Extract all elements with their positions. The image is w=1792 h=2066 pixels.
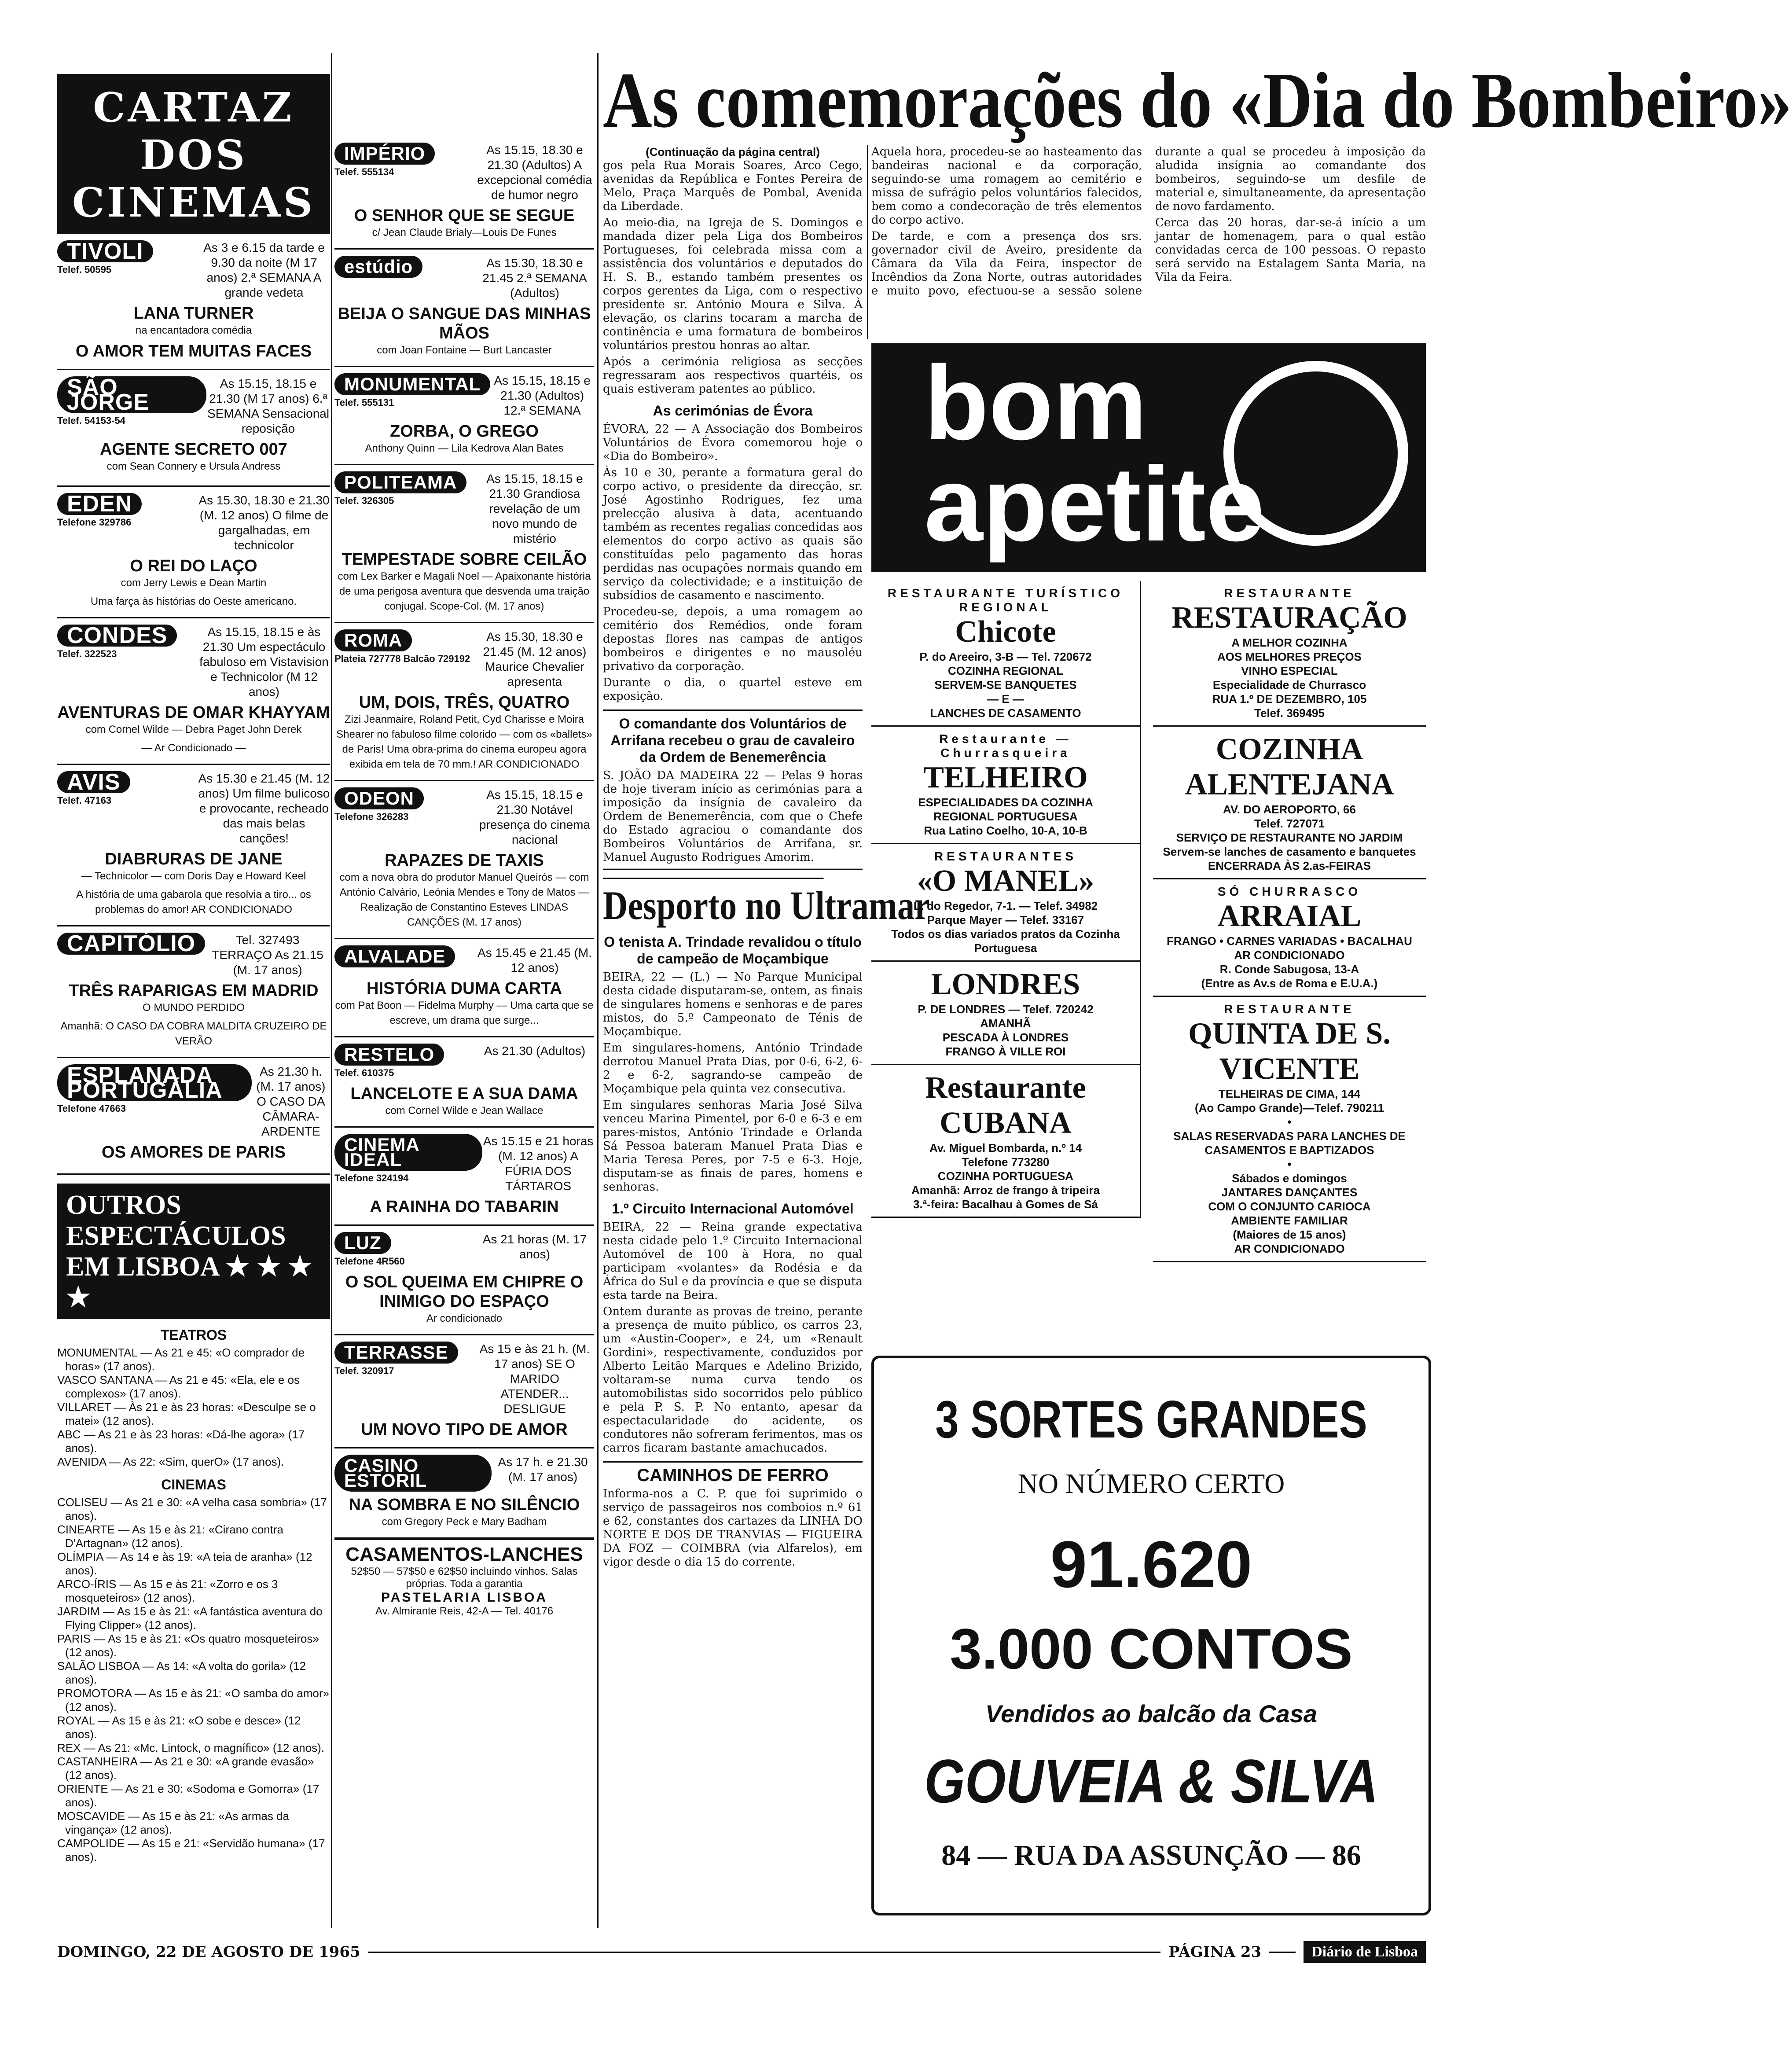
listing-item: CINEARTE — As 15 e às 21: «Cirano contra D'Artagnan» (12 anos). (57, 1523, 283, 1550)
cinema-times: As 15.15 e 21 horas (M. 12 anos) A FÚRIA DOS TÁRTAROS (483, 1134, 594, 1193)
ad-name: LONDRES (931, 967, 1080, 1001)
ad-line: • (1287, 1158, 1292, 1171)
ad-line: ENCERRADA ÀS 2.as-FEIRAS (1208, 859, 1371, 872)
restaurant-ad (871, 727, 1140, 844)
article-paragraph: Às 10 e 30, perante a formatura geral do corpo activo, o presidente da direcção, sr. José Agostinho Rodrigues, fez uma prelecção alusiva à data, acentuando também as recentes regalias concedidas aos elementos do corpo activo as quais são constituídas pelo pagamento das horas perdidas nas ocupações normais quando em serviço da colectividade; e a instituição de subsídios de casamento e nascimento. (603, 466, 863, 602)
desporto-title: Desporto no Ultramar (603, 878, 824, 927)
ad-line: SERVEM-SE BANQUETES (934, 678, 1077, 691)
ad-line: R. Conde Sabugosa, 13-A (1219, 963, 1359, 976)
cinema-logo (334, 945, 455, 967)
ad-name: COZINHA ALENTEJANA (1185, 732, 1394, 801)
cinema-column-left (57, 53, 330, 1864)
cinema-name: MONUMENTAL (334, 373, 490, 395)
cinema-tel: Telef. 50595 (57, 264, 112, 275)
bom-apetite-banner (871, 343, 1426, 572)
cinema-entry (334, 939, 594, 1037)
ad-line: TELHEIRAS DE CIMA, 144 (1218, 1087, 1361, 1100)
circuit-heading: 1.º Circuito Internacional Automóvel (612, 1201, 854, 1217)
lottery-sold: Vendidos ao balcão da Casa (985, 1700, 1318, 1728)
cinema-title: TRÊS RAPARIGAS EM MADRID (69, 982, 319, 1000)
listing-item: MOSCAVIDE — As 15 e às 21: «As armas da vingança» (12 anos). (57, 1809, 289, 1836)
ad-line: L. do Regedor, 7-1. — Telef. 34982 (913, 899, 1098, 912)
apetite-text: apetite (924, 445, 1265, 563)
ad-line: P. do Areeiro, 3-B — Tel. 720672 (919, 650, 1092, 663)
cinema-times: As 21.30 h. (M. 17 anos) O CASO DA CÂMARA-ARDENTE (256, 1065, 326, 1138)
restaurant-ad (1153, 727, 1426, 879)
teatros-list (57, 1346, 330, 1469)
cinema-logo (334, 471, 466, 508)
cinemas-list (57, 1496, 330, 1864)
listing-item: MONUMENTAL — As 21 e 45: «O comprador de horas» (17 anos). (57, 1346, 305, 1373)
casamentos-addr: Av. Almirante Reis, 42-A — Tel. 40176 (375, 1605, 554, 1617)
article-paragraph: De tarde, e com a presença dos srs. governador civil de Aveiro, presidente da Câmara da Vila da Feira, inspector de Incêndios da Zona Norte, outras autoridades e muito povo, efectuou-se a sessão solene durante a qual se procedeu à imposição da aludida insígnia ao comandante dos bombeiros, seguindo-se um desfile de material e, simultaneamente, da apresentação de novo fardamento. (871, 145, 1426, 298)
cinema-name: CONDES (57, 625, 177, 647)
cinema-tel: Telef. 555134 (334, 166, 394, 177)
cinema-sub: com Pat Boon — Fidelma Murphy — Uma carta que se escreve, um drama que surge... (335, 1000, 594, 1026)
cinema-times: As 15.15, 18.30 e 21.30 (Adultos) A excepcional comédia de humor negro (477, 143, 592, 202)
cinema-sub: c/ Jean Claude Brialy—Louis De Funes (372, 227, 557, 239)
column-rule (331, 53, 332, 1928)
cartaz-header: CARTAZ DOS CINEMAS (57, 74, 330, 234)
cinema-title: BEIJA O SANGUE DAS MINHAS MÃOS (338, 305, 591, 342)
cinema-times: As 21.30 (Adultos) (484, 1044, 586, 1058)
cinema-tel: Telefone 329786 (57, 517, 132, 528)
cinema-name: ESPLANADA PORTUGÁLIA (57, 1064, 252, 1101)
listing-item: JARDIM — As 15 e às 21: «A fantástica aventura do Flying Clipper» (12 anos). (57, 1605, 323, 1632)
cinema-entry (334, 781, 594, 939)
ad-line: P. DE LONDRES — Telef. 720242 (918, 1003, 1094, 1016)
cinema-sub: com a nova obra do produtor Manuel Queirós — com António Calvário, Leónia Mendes e Tony de Matos — Realização de Constantino Esteves LINDAS CANÇÕES (M. 17 anos) (339, 871, 589, 928)
cinema-tel: Telef. 54153-54 (57, 415, 125, 426)
restaurant-ad (871, 1065, 1140, 1218)
ad-line: FRANGO • CARNES VARIADAS • BACALHAU (1167, 934, 1412, 948)
cinema-logo (334, 787, 424, 824)
cinema-logo (334, 1455, 492, 1492)
ad-line: AR CONDICIONADO (1234, 948, 1345, 962)
ad-line: Amanhã: Arroz de frango à tripeira (911, 1184, 1100, 1197)
cinema-title: O SOL QUEIMA EM CHIPRE O INIMIGO DO ESPAÇO (345, 1273, 584, 1311)
cinema-name: CINEMA IDEAL (334, 1134, 482, 1171)
column-rule (597, 53, 599, 1928)
ad-line: AV. DO AEROPORTO, 66 (1223, 803, 1356, 816)
divider (603, 868, 863, 874)
cinema-title: AGENTE SECRETO 007 (100, 440, 287, 459)
cinema-title: O SENHOR QUE SE SEGUE (354, 206, 575, 225)
listing-item: ORIENTE — As 21 e 30: «Sodoma e Gomorra» (17 anos). (57, 1782, 319, 1809)
article-paragraph: Procedeu-se, depois, a uma romagem ao cemitério dos Remédios, onde foram depostas flores nas campas de antigos bombeiros e dirigentes e no mausoléu privativo da corporação. (603, 605, 863, 673)
ad-line: Sábados e domingos (1232, 1172, 1347, 1185)
cinema-times: As 15 e às 21 h. (M. 17 anos) SE O MARIDO ATENDER... DESLIGUE (479, 1342, 590, 1415)
ad-line: AR CONDICIONADO (1234, 1242, 1345, 1255)
ad-name: Chicote (955, 615, 1056, 649)
cinema-logo (334, 629, 470, 666)
cinema-sub: com Cornel Wilde e Jean Wallace (385, 1105, 543, 1117)
ad-line: COM O CONJUNTO CARIOCA (1208, 1200, 1371, 1213)
cinema-name: POLITEAMA (334, 471, 466, 493)
cinema-entry (57, 765, 330, 926)
cinema-times: As 15.15, 18.15 e 21.30 Notável presença do cinema nacional (479, 788, 591, 846)
cinema-name: LUZ (334, 1232, 391, 1254)
listing-item: REX — As 21: «Mc. Lintock, o magnífico» (12 anos). (57, 1741, 324, 1754)
cinema-entry (334, 1448, 594, 1539)
newspaper-page (57, 53, 1792, 2007)
cinema-entry (334, 1335, 594, 1448)
cinema-name: CAPITÓLIO (57, 933, 205, 955)
casamentos-name: PASTELARIA LISBOA (381, 1590, 547, 1605)
lottery-ad (871, 1356, 1431, 1915)
cinema-tel: Telef. 610375 (334, 1067, 394, 1078)
cinema-times: As 15.15, 18.15 e 21.30 (M 17 anos) 6.ª SEMANA Sensacional reposição (207, 377, 330, 435)
cinema-logo (57, 933, 205, 955)
cinema-name: SÃO JORGE (57, 376, 206, 413)
cinemas-heading: CINEMAS (161, 1477, 226, 1493)
footer-page: PÁGINA 23 (1168, 1943, 1262, 1961)
lottery-contos: 3.000 CONTOS (950, 1617, 1353, 1681)
cinema-times: Tel. 327493 TERRAÇO As 21.15 (M. 17 anos) (212, 933, 323, 977)
ad-line: ESPECIALIDADES DA COZINHA (918, 796, 1093, 809)
lottery-firm: GOUVEIA & SILVA (924, 1746, 1378, 1816)
cinema-name: ROMA (334, 629, 412, 651)
ad-line: • (1287, 1115, 1292, 1129)
cinema-name: estúdio (334, 256, 422, 278)
cinema-sub: Zizi Jeanmaire, Roland Petit, Cyd Charisse e Moira Shearer no fabuloso filme colorido — com os «ballets» de Paris! Uma obra-prima do cinema europeu agora exibida em tela de 70 mm.! AR CONDICIONADO (336, 713, 592, 770)
cinema-tel: Telefone 324194 (334, 1173, 409, 1184)
ad-line: RUA 1.º DE DEZEMBRO, 105 (1212, 692, 1367, 706)
cinema-logo (334, 1232, 405, 1269)
cinema-title: UM NOVO TIPO DE AMOR (361, 1420, 568, 1439)
cinema-times: As 21 horas (M. 17 anos) (482, 1232, 587, 1261)
ad-name: «O MANEL» (917, 864, 1094, 898)
cinema-name: TIVOLI (57, 240, 153, 262)
cinema-logo (57, 625, 177, 662)
cinema-name: IMPÉRIO (334, 143, 435, 165)
ad-line: (Entre as Av.s de Roma e E.U.A.) (1201, 977, 1378, 990)
restaurant-ad (871, 962, 1140, 1065)
ad-line: REGIONAL PORTUGUESA (933, 810, 1078, 823)
headline: As comemorações do «Dia do Bombeiro» (603, 56, 1792, 144)
cinema-title: TEMPESTADE SOBRE CEILÃO (342, 550, 587, 569)
ad-name: QUINTA DE S. VICENTE (1188, 1017, 1391, 1086)
column-rule (867, 145, 868, 339)
cinema-logo (334, 1044, 444, 1081)
cinema-times: As 15.30, 18.30 e 21.30 (M. 12 anos) O filme de gargalhadas, em technicolor (198, 493, 330, 552)
cinema-entry (57, 370, 330, 487)
lottery-line: NO NÚMERO CERTO (1017, 1468, 1285, 1499)
cinema-times: As 3 e 6.15 da tarde e 9.30 da noite (M 17 anos) 2.ª SEMANA A grande vedeta (203, 241, 325, 299)
ad-line: JANTARES DANÇANTES (1221, 1186, 1358, 1199)
article-column (603, 145, 930, 1572)
ad-tag: RESTAURANTE (1224, 586, 1355, 600)
cinema-entry (57, 487, 330, 618)
article-paragraph: gos pela Rua Morais Soares, Arco Cego, avenidas da República e Fontes Pereira de Melo, Praça Marquês de Pombal, Avenida da Liberdade. (603, 159, 863, 213)
cinema-title: AVENTURAS DE OMAR KHAYYAM (57, 703, 330, 722)
footer-masthead: Diário de Lisboa (1304, 1941, 1426, 1963)
article-paragraph: Cerca das 20 horas, dar-se-á início a um jantar de homenagem, para o qual estão convidadas cerca de 100 pessoas. O repasto será servido na Estalagem Santa Maria, na Vila da Feira. (1155, 216, 1426, 284)
cinema-entry (334, 136, 594, 250)
cinema-entry (57, 1058, 330, 1175)
cinema-logo (57, 493, 142, 530)
cinema-entry (57, 618, 330, 765)
ad-line: COZINHA REGIONAL (948, 664, 1063, 677)
cinema-extra: — Ar Condicionado — (141, 742, 246, 754)
cinema-sub: com Sean Connery e Ursula Andress (106, 460, 281, 472)
cinema-name: CASINO ESTORIL (334, 1455, 492, 1492)
ad-name: RESTAURAÇÃO (1171, 601, 1407, 635)
cinema-tel: Telefone 47663 (57, 1103, 126, 1114)
cinema-column-mid (334, 136, 594, 1618)
cinema-entry (57, 926, 330, 1058)
ad-line: PESCADA À LONDRES (942, 1031, 1069, 1044)
cinema-entry (334, 623, 594, 781)
cinema-title: UM, DOIS, TRÊS, QUATRO (359, 693, 570, 712)
cinema-entry (334, 250, 594, 367)
cinema-title: ZORBA, O GREGO (390, 422, 539, 441)
ad-line: AMANHÃ (980, 1017, 1031, 1030)
ad-line: SALAS RESERVADAS PARA LANCHES DE CASAMENTOS E BAPTIZADOS (1173, 1129, 1406, 1157)
article-paragraph: Ao meio-dia, na Igreja de S. Domingos e mandada dizer pela Liga dos Bombeiros Portugueses, foi celebrada missa com a assistência dos voluntários e deputados do H. S. B., estando também presentes os corpos gerentes da Liga, com o respectivo presidente sr. António Moura e Silva. À elevação, os clarins tocaram a marcha de continência e uma formatura de bombeiros voluntários prestou honras ao altar. (603, 216, 863, 352)
ads-right (1153, 581, 1426, 1262)
cinema-name: AVIS (57, 771, 130, 793)
cinema-tel: Telef. 320917 (334, 1365, 394, 1376)
cinema-logo (334, 1342, 458, 1379)
cinema-times: As 15.45 e 21.45 (M. 12 anos) (477, 946, 592, 974)
cinema-name: ALVALADE (334, 945, 455, 967)
article-paragraph: S. JOÃO DA MADEIRA 22 — Pelas 9 horas de hoje tiveram início as cerimónias para a imposição da insígnia de cavaleiro da Ordem de Benemerência, com que o Chefe do Estado agraciou o comandante dos Bombeiros Voluntários de Arrifana, sr. Manuel Augusto Rodrigues Amorim. (603, 769, 863, 864)
listing-item: ABC — As 21 e às 23 horas: «Dá-lhe agora» (17 anos). (57, 1428, 305, 1455)
teatros-heading: TEATROS (160, 1327, 227, 1343)
cinema-logo (334, 256, 422, 278)
listing-item: AVENIDA — As 22: «Sim, querO» (17 anos). (57, 1455, 284, 1468)
lottery-title: 3 SORTES GRANDES (935, 1390, 1367, 1449)
plate-icon (1223, 361, 1408, 546)
article-paragraph: Em singulares-homens, António Trindade derrotou Manuel Prata Dias, por 0-6, 6-2, 6-2 e 6-2, sagrando-se campeão de Moçambique pela quinta vez consecutiva. (603, 1041, 863, 1095)
ad-tag: RESTAURANTE (1224, 1002, 1355, 1016)
ad-name: ARRAIAL (1217, 899, 1362, 933)
cinema-logo (334, 143, 435, 180)
lottery-number: 91.620 (1050, 1527, 1252, 1601)
cinema-times: As 17 h. e 21.30 (M. 17 anos) (498, 1455, 588, 1484)
article-cont: (Continuação da página central) (646, 145, 820, 158)
ad-line: AOS MELHORES PREÇOS (1217, 650, 1362, 663)
cinema-extra: Amanhã: O CASO DA COBRA MALDITA CRUZEIRO DE VERÃO (60, 1020, 327, 1047)
ad-line: Telef. 369495 (1254, 706, 1325, 720)
cinema-title: LANA TURNER (133, 304, 254, 323)
restaurant-ad (871, 581, 1140, 727)
listing-item: CAMPOLIDE — As 15 e 21: «Servidão humana» (17 anos). (57, 1837, 325, 1864)
cinema-entry (334, 465, 594, 623)
ad-tag: RESTAURANTES (934, 849, 1077, 863)
footer-rule (368, 1952, 1161, 1953)
cinema-entry (334, 1037, 594, 1128)
listing-item: PROMOTORA — As 15 e às 21: «O samba do amor» (12 anos). (57, 1687, 330, 1713)
cinema-title: A RAINHA DO TABARIN (370, 1198, 559, 1216)
listing-item: VILLARET — Às 21 e às 23 horas: «Desculpe se o matei» (12 anos). (57, 1401, 316, 1427)
article-paragraph: ÉVORA, 22 — A Associação dos Bombeiros Voluntários de Évora comemorou hoje o «Dia do Bombeiro». (603, 423, 863, 463)
cinema-title: RAPAZES DE TAXIS (385, 851, 544, 870)
listing-item: PARIS — As 15 e às 21: «Os quatro mosqueteiros» (12 anos). (57, 1632, 319, 1659)
cinema-logo (57, 1064, 252, 1116)
lottery-address: 84 — RUA DA ASSUNÇÃO — 86 (941, 1839, 1361, 1871)
ad-line: 3.ª-feira: Bacalhau à Gomes de Sá (913, 1198, 1098, 1211)
cinema-entry (334, 367, 594, 465)
listing-item: ARCO-ÍRIS — As 15 e às 21: «Zorro e os 3 mosqueteiros» (12 anos). (57, 1577, 278, 1604)
cinema-times: As 15.15, 18.15 e 21.30 Grandiosa revelação de um novo mundo de mistério (486, 472, 583, 545)
cinema-title: NA SOMBRA E NO SILÊNCIO (349, 1496, 580, 1514)
footer-rule (1269, 1952, 1296, 1953)
ad-tag: SÓ CHURRASCO (1217, 885, 1362, 898)
ad-line: Telef. 727071 (1254, 817, 1325, 830)
cinema-tel: Telef. 322523 (57, 648, 117, 659)
cinema-entry (57, 234, 330, 370)
cinema-title: LANCELOTE E A SUA DAMA (350, 1084, 578, 1103)
article-continuation (871, 145, 1426, 335)
cinema-times: As 15.15, 18.15 e às 21.30 Um espectáculo fabuloso em Vistavision e Technicolor (M 12 anos) (199, 625, 329, 698)
cinema-tel: Telef. 47163 (57, 795, 112, 806)
cinema-name: EDEN (57, 493, 142, 515)
listing-item: COLISEU — As 21 e 30: «A velha casa sombria» (17 anos). (57, 1496, 327, 1522)
article-paragraph: Após a cerimónia religiosa as secções regressaram aos respectivos quartéis, os quais estiveram patentes ao público. (603, 355, 863, 396)
casamentos-title: CASAMENTOS-LANCHES (345, 1544, 583, 1565)
listing-item: OLÍMPIA — As 14 e às 19: «A teia de aranha» (12 anos). (57, 1550, 312, 1577)
cinema-logo (57, 240, 153, 277)
tennis-heading: O tenista A. Trindade revalidou o título de campeão de Moçambique (604, 934, 862, 967)
ad-line: (Maiores de 15 anos) (1233, 1228, 1346, 1241)
cinema-sub: com Lex Barker e Magali Noel — Apaixonante história de uma perigosa aventura que desvenda uma traição conjugal. Scope-Col. (M. 17 anos) (338, 570, 591, 612)
restaurant-ad (1153, 879, 1426, 997)
ad-line: SERVIÇO DE RESTAURANTE NO JARDIM (1176, 831, 1403, 844)
footer-date: DOMINGO, 22 DE AGOSTO DE 1965 (57, 1943, 360, 1961)
ad-line: COZINHA PORTUGUESA (937, 1169, 1074, 1183)
listing-item: CASTANHEIRA — As 21 e 30: «A grande evasão» (12 anos). (57, 1755, 314, 1782)
ad-name: Restaurante CUBANA (925, 1071, 1086, 1140)
cinema-times: As 15.30 e 21.45 (M. 12 anos) Um filme bulicoso e provocante, recheado das mais belas canções! (198, 772, 330, 845)
page-footer (57, 1941, 1426, 1963)
ad-line: VINHO ESPECIAL (1241, 664, 1338, 677)
ad-line: AMBIENTE FAMILIAR (1231, 1214, 1348, 1227)
cinema-times: As 15.30, 18.30 e 21.45 2.ª SEMANA (Adultos) (482, 256, 587, 300)
ad-line: FRANGO À VILLE ROI (945, 1045, 1066, 1058)
evora-heading: As cerimónias de Évora (653, 403, 813, 419)
casamentos-text: 52$50 — 57$50 e 62$50 incluindo vinhos. Salas próprias. Toda a garantia (351, 1566, 578, 1590)
article-paragraph: BEIRA, 22 — (L.) — No Parque Municipal desta cidade disputaram-se, ontem, as finais de singulares homens e senhoras e de pares mistos, do 5.º Campeonato de Ténis de Moçambique. (603, 971, 863, 1038)
article-paragraph: Durante o dia, o quartel esteve em exposição. (603, 676, 863, 703)
ad-line: A MELHOR COZINHA (1231, 636, 1348, 649)
cinema-sub: — Technicolor — com Doris Day e Howard Keel (81, 870, 306, 882)
ad-line: Av. Miguel Bombarda, n.º 14 (929, 1141, 1082, 1154)
ad-line: (Ao Campo Grande)—Telef. 790211 (1194, 1101, 1384, 1114)
article-paragraph: BEIRA, 22 — Reina grande expectativa nesta cidade pelo 1.º Circuito Internacional Automóvel de 100 à Hora, no qual participam «volantes» da Rodésia e da África do Sul e da província e que se disputa esta tarde na Beira. (603, 1220, 863, 1302)
ads-left (871, 581, 1141, 1218)
article-paragraph: Em singulares senhoras Maria José Silva venceu Marina Pimentel, por 6-0 e 6-3 e em pares-mistos, António Trindade e Orlanda Sá Pessoa bateram Manuel Prata Dias e Maria Teresa Peres, por 7-5 e 6-3. Hoje, disputam-se as finais de pares, homens e senhoras. (603, 1099, 863, 1194)
restaurant-ad (871, 844, 1140, 962)
ad-line: Telefone 773280 (962, 1155, 1050, 1169)
listing-item: SALÃO LISBOA — As 14: «A volta do gorila» (12 anos). (57, 1659, 306, 1686)
cinema-title: O REI DO LAÇO (130, 557, 257, 575)
cinema-times: As 15.15, 18.15 e 21.30 (Adultos) 12.ª SEMANA (494, 374, 591, 417)
ad-line: Servem-se lanches de casamento e banquetes (1163, 845, 1416, 858)
cinema-sub: Anthony Quinn — Lila Kedrova Alan Bates (365, 442, 564, 454)
ad-tag: RESTAURANTE TURÍSTICO REGIONAL (887, 586, 1124, 614)
ad-line: Parque Mayer — Telef. 33167 (927, 913, 1084, 926)
article-paragraph: Ontem durante as provas de treino, perante a presença de muito público, os carros 23, um «Austin-Cooper», e 24, um «Renault Gordini», respectivamente, conduzidos por Alberto Leitão Marques e Adelino Brizido, voltaram-se numa curva tendo os automobilistas sido socorridos pelo público e pela P. S. P. No entanto, apesar da espectacularidade do acidente, os condutores não sofreram ferimentos, mas os carros ficaram bastante amachucados. (603, 1305, 863, 1455)
ad-line: Todos os dias variados pratos da Cozinha Portuguesa (891, 927, 1120, 955)
cinema-logo (334, 373, 490, 410)
ad-line: Rua Latino Coelho, 10-A, 10-B (924, 824, 1087, 837)
cinema-sub: Ar condicionado (426, 1312, 503, 1324)
casamentos-ad (334, 1539, 594, 1618)
cinema-sub: com Cornel Wilde — Debra Paget John Derek (85, 724, 302, 735)
cinema-entry (334, 1226, 594, 1335)
restaurant-ad (1153, 581, 1426, 727)
cinema-tel: Telef. 326305 (334, 495, 394, 506)
cinema-logo (334, 1134, 482, 1186)
listing-item: ROYAL — As 15 e às 21: «O sobe e desce» (12 anos). (57, 1714, 301, 1741)
ad-line: LANCHES DE CASAMENTO (930, 706, 1081, 720)
caminhos-heading: CAMINHOS DE FERRO (603, 1461, 863, 1484)
cinema-sub: com Jerry Lewis e Dean Martin (121, 577, 267, 589)
cinema-extra: Uma farça às histórias do Oeste americano. (90, 596, 297, 607)
ad-line: Especialidade de Churrasco (1212, 678, 1366, 691)
cinema-tel: Telefone 326283 (334, 811, 409, 822)
cinema-film: O AMOR TEM MUITAS FACES (75, 342, 312, 360)
cinema-title: DIABRURAS DE JANE (105, 850, 283, 868)
cinema-entry (334, 1128, 594, 1226)
cinema-tel: Telefone 4R560 (334, 1256, 405, 1267)
restaurant-ad (1153, 997, 1426, 1262)
outros-header: OUTROS ESPECTÁCULOS EM LISBOA ★ ★ ★ ★ (57, 1184, 330, 1319)
arrifana-heading: O comandante dos Voluntários de Arrifana recebeu o grau de cavaleiro da Ordem de Benemerência (603, 709, 863, 765)
cinema-times: As 15.30, 18.30 e 21.45 (M. 12 anos) Maurice Chevalier apresenta (483, 630, 587, 688)
cinema-extra: A história de uma gabarola que resolvia a tiro... os problemas do amor! AR CONDICIONADO (76, 889, 311, 915)
cinema-sub: com Joan Fontaine — Burt Lancaster (377, 344, 552, 356)
bom-text: bom (924, 344, 1147, 462)
cinema-title: HISTÓRIA DUMA CARTA (367, 979, 562, 998)
ad-tag: Restaurante — Churrasqueira (939, 732, 1072, 760)
cinema-sub: na encantadora comédia (135, 324, 252, 336)
cinema-sub: O MUNDO PERDIDO (142, 1002, 245, 1014)
cinema-name: ODEON (334, 787, 424, 809)
cinema-sub: com Gregory Peck e Mary Badham (382, 1516, 547, 1528)
cinema-title: OS AMORES DE PARIS (101, 1143, 286, 1162)
listing-item: VASCO SANTANA — As 21 e 45: «Ela, ele e os complexos» (17 anos). (57, 1373, 300, 1400)
cinema-name: RESTELO (334, 1044, 444, 1066)
cinema-tel: Plateia 727778 Balcão 729192 (334, 653, 470, 664)
article-paragraph: Informa-nos a C. P. que foi suprimido o serviço de passageiros nos comboios n.º 61 e 62, constantes dos cartazes da LINHA DO NORTE E DOS DE TRANVIAS — FIGUEIRA DA FOZ — COIMBRA (via Alfarelos), em vigor desde o dia 15 do corrente. (603, 1487, 863, 1569)
cinema-tel: Telef. 555131 (334, 397, 394, 408)
cinema-name: TERRASSE (334, 1342, 458, 1364)
cinema-logo (57, 376, 206, 428)
ad-name: TELHEIRO (923, 761, 1088, 794)
ad-line: — E — (987, 692, 1024, 706)
article-paragraph: Aquela hora, procedeu-se ao hasteamento das bandeiras nacional e da corporação, seguindo-se uma romagem ao cemitério e missa de sufrágio pelos voluntários falecidos, bem como a condecoração de três elementos do corpo activo. (871, 145, 1142, 227)
cinema-logo (57, 771, 130, 808)
